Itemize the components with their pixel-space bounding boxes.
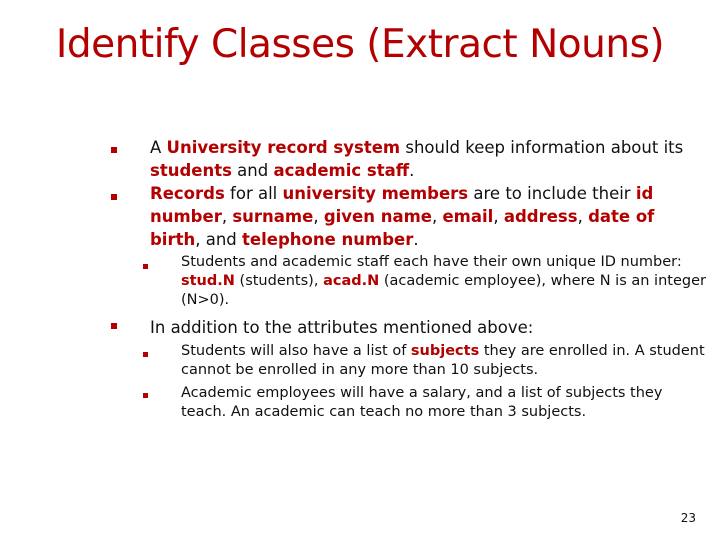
highlighted-noun: email [442,207,494,226]
bullet-text [150,136,710,182]
text-segment: In addition to the attributes mentioned above: [150,318,534,337]
bullet-text [150,182,710,251]
text-segment: . [413,230,419,249]
highlighted-noun: surname [232,207,314,226]
highlighted-noun: acad.N [323,273,380,289]
text-segment: Students and academic staff each have their own unique ID number: [181,254,682,270]
highlighted-noun: subjects [410,343,480,359]
text-segment: are to include their [468,184,636,203]
highlighted-noun: university members [282,184,469,203]
sub-bullet-text [181,384,706,422]
highlighted-noun: address [503,207,578,226]
text-segment: . [409,161,415,180]
text-segment: , [493,207,504,226]
text-segment: for all [224,184,283,203]
text-segment: Students will also have a list of [181,343,411,359]
slide-title: Identify Classes (Extract Nouns) [55,22,665,67]
text-segment: , [221,207,233,226]
sub-bullet-text [181,342,706,380]
square-bullet-icon [143,264,148,269]
text-segment: A [150,138,167,157]
page-number: 23 [680,511,696,525]
square-bullet-icon [111,323,117,329]
bullet-text [150,316,710,339]
square-bullet-icon [143,352,148,357]
highlighted-noun: Records [150,184,225,203]
text-segment: , [577,207,589,226]
highlighted-noun: University record system [166,138,401,157]
highlighted-noun: academic staff [273,161,410,180]
text-segment: , [313,207,324,226]
square-bullet-icon [111,147,117,153]
text-segment: Academic employees will have a salary, and a list of subjects they teach. An academic can teach no more than 3 subjects. [181,385,663,420]
text-segment: , [431,207,443,226]
text-segment: (academic employee), where N is an integer (N>0). [181,273,706,308]
square-bullet-icon [143,393,148,398]
highlighted-noun: telephone number [242,230,414,249]
highlighted-noun: stud.N [181,273,235,289]
square-bullet-icon [111,194,117,200]
text-segment: and [231,161,274,180]
text-segment: (students), [234,273,324,289]
highlighted-noun: given name [323,207,432,226]
highlighted-noun: date of birth [150,207,655,249]
text-segment: they are enrolled in. A student cannot be enrolled in any more than 10 subjects. [181,343,705,378]
highlighted-noun: id number [150,184,654,226]
highlighted-noun: students [150,161,232,180]
text-segment: , and [195,230,243,249]
sub-bullet-text [181,253,706,310]
text-segment: should keep information about its [400,138,684,157]
